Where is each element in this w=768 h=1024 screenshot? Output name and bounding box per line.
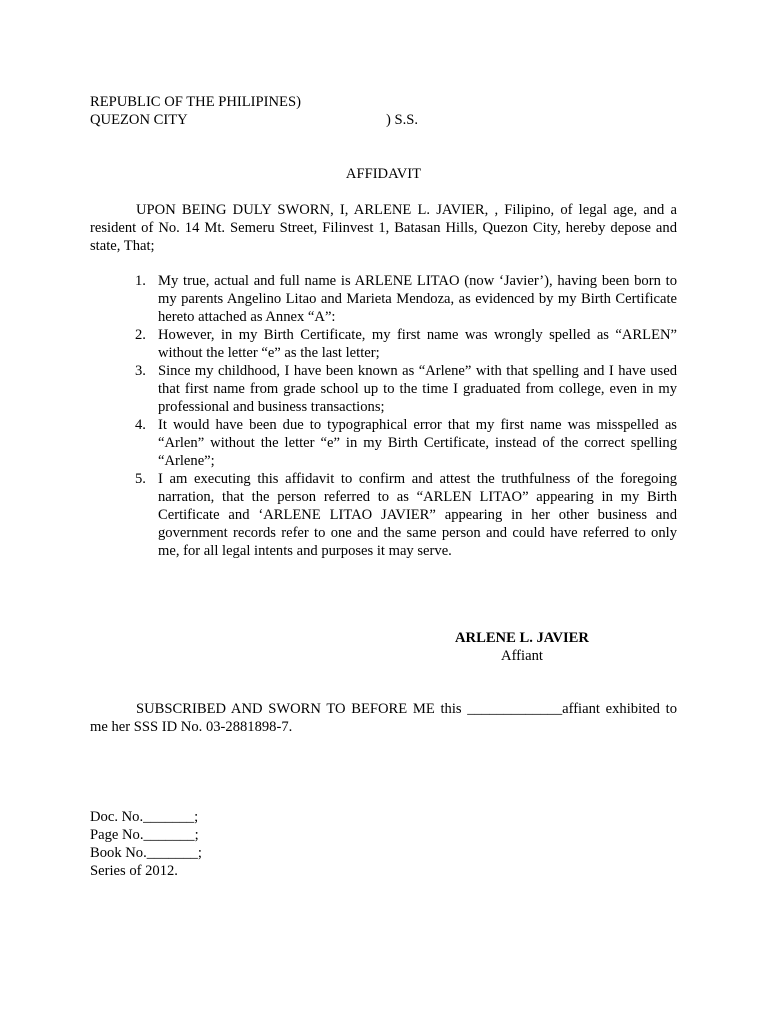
statement-text: It would have been due to typographical error that my first name was misspelled as “Arlen” without the letter “e” in my Birth Certificate, instead of the correct spelling “Arlene”; — [158, 417, 677, 469]
affiant-name: ARLENE L. JAVIER — [455, 630, 589, 646]
affiant-role: Affiant — [501, 648, 543, 664]
signature-block — [430, 629, 614, 665]
statement-item — [90, 326, 677, 362]
intro-paragraph: UPON BEING DULY SWORN, I, ARLENE L. JAVIER, , Filipino, of legal age, and a resident of No. 14 Mt. Semeru Street, Filinvest 1, Batasan Hills, Quezon City, hereby depose and state, That; — [90, 202, 677, 254]
statement-text: Since my childhood, I have been known as “Arlene” with that spelling and I have used that first name from grade school up to the time I graduated from college, even in my professional and business transactions; — [158, 363, 677, 415]
caption-city: QUEZON CITY — [90, 112, 188, 128]
caption-republic: REPUBLIC OF THE PHILIPINES) — [90, 94, 301, 110]
statement-item — [90, 362, 677, 416]
caption-ss: ) S.S. — [386, 112, 419, 128]
statement-item — [90, 470, 677, 560]
statement-text: My true, actual and full name is ARLENE LITAO (now ‘Javier’), having been born to my parents Angelino Litao and Marieta Mendoza, as evidenced by my Birth Certificate hereto attached as Annex “A”: — [158, 273, 677, 325]
statement-number: 4. — [135, 417, 146, 433]
notary-entries — [90, 808, 677, 880]
statement-number: 1. — [135, 273, 146, 289]
document-title: AFFIDAVIT — [345, 166, 422, 182]
statement-text: I am executing this affidavit to confirm and attest the truthfulness of the foregoing narration, that the person referred to as “ARLEN LITAO” appearing in my Birth Certificate and ‘ARLENE LITAO JAVIER” appearing in her other business and government records refer to one and the same person and could have referred to only me, for all legal intents and purposes it may serve. — [158, 471, 677, 559]
statement-list-container — [90, 272, 677, 560]
caption-block — [90, 93, 677, 129]
statement-number: 2. — [135, 327, 146, 343]
statement-list — [90, 272, 677, 560]
statement-item — [90, 272, 677, 326]
caption-city-row — [90, 111, 677, 129]
statement-number: 3. — [135, 363, 146, 379]
statement-item — [90, 416, 677, 470]
series-year: Series of 2012. — [90, 863, 178, 879]
page-number: Page No._______; — [90, 827, 199, 843]
jurat-paragraph: SUBSCRIBED AND SWORN TO BEFORE ME this _____________affiant exhibited to me her SSS ID No. 03-2881898-7. — [90, 701, 677, 735]
statement-number: 5. — [135, 471, 146, 487]
doc-number: Doc. No._______; — [90, 809, 199, 825]
statement-text: However, in my Birth Certificate, my first name was wrongly spelled as “ARLEN” without the letter “e” as the last letter; — [158, 327, 677, 361]
book-number: Book No._______; — [90, 845, 202, 861]
